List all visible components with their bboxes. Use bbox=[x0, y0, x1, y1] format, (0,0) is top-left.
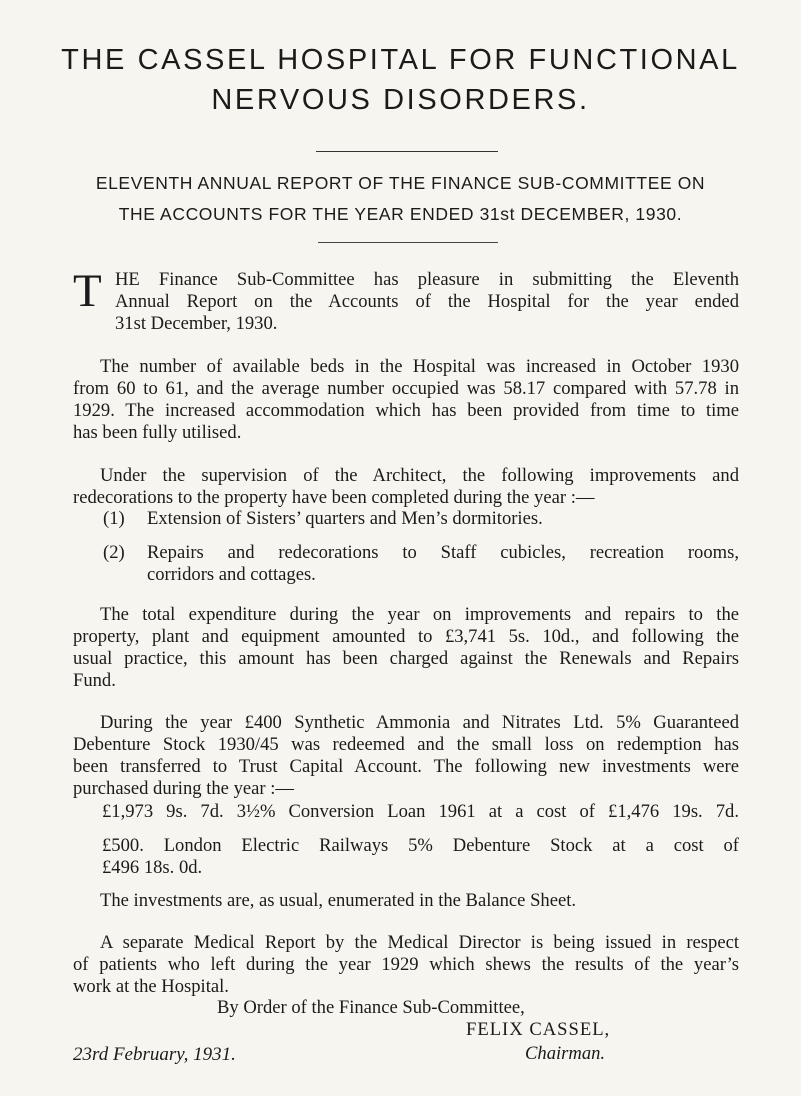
improvements-paragraph bbox=[73, 465, 739, 509]
investments-line-1: During the year £400 Synthetic Ammonia and Nitrates Ltd. 5% Guaranteed bbox=[100, 712, 739, 733]
purchase-2-line-1: £500. London Electric Railways 5% Debenture Stock at a cost of bbox=[102, 835, 739, 856]
beds-line-3: 1929. The increased accommodation which has been provided from time to time bbox=[73, 400, 739, 421]
purchase-2 bbox=[102, 835, 739, 879]
purchase-1 bbox=[102, 801, 739, 823]
investments-line-3: been transferred to Trust Capital Account. The following new investments were bbox=[73, 756, 739, 777]
beds-line-4: has been fully utilised. bbox=[73, 422, 242, 443]
balance-note bbox=[100, 890, 739, 912]
intro-paragraph bbox=[115, 269, 739, 313]
expenditure-line-2: property, plant and equipment amounted to £3,741 5s. 10d., and following the bbox=[73, 626, 739, 647]
intro-line-1: HE Finance Sub-Committee has pleasure in submitting the Eleventh bbox=[115, 269, 739, 290]
medical-line-3: work at the Hospital. bbox=[73, 976, 229, 997]
beds-paragraph bbox=[73, 356, 739, 444]
improvements-line-1: Under the supervision of the Architect, the following improvements and bbox=[100, 465, 739, 486]
expenditure-line-1: The total expenditure during the year on improvements and repairs to the bbox=[100, 604, 739, 625]
investments-line-4: purchased during the year :— bbox=[73, 778, 294, 799]
divider-rule bbox=[318, 242, 498, 243]
list-item-number: (2) bbox=[103, 542, 125, 563]
medical-paragraph bbox=[73, 932, 739, 998]
expenditure-paragraph bbox=[73, 604, 739, 692]
purchase-1-text: £1,973 9s. 7d. 3½% Conversion Loan 1961 at a cost of £1,476 19s. 7d. bbox=[102, 801, 739, 822]
list-item-text: corridors and cottages. bbox=[147, 564, 316, 585]
signature-role: Chairman. bbox=[525, 1043, 606, 1064]
title-line-1: THE CASSEL HOSPITAL FOR FUNCTIONAL bbox=[61, 44, 740, 76]
subtitle-line-1: ELEVENTH ANNUAL REPORT OF THE FINANCE SUB-COMMITTEE ON bbox=[95, 173, 706, 193]
divider-rule bbox=[316, 151, 498, 152]
title-line-2: NERVOUS DISORDERS. bbox=[211, 84, 590, 116]
expenditure-line-3: usual practice, this amount has been charged against the Renewals and Repairs bbox=[73, 648, 739, 669]
intro-line-3: 31st December, 1930. bbox=[115, 313, 278, 334]
investments-line-2: Debenture Stock 1930/45 was redeemed and the small loss on redemption has bbox=[73, 734, 739, 755]
intro-paragraph-end bbox=[115, 313, 739, 335]
improvements-line-2: redecorations to the property have been completed during the year :— bbox=[73, 487, 595, 508]
expenditure-line-4: Fund. bbox=[73, 670, 116, 691]
beds-line-2: from 60 to 61, and the average number occupied was 58.17 compared with 57.78 in bbox=[73, 378, 739, 399]
list-item-text: Extension of Sisters’ quarters and Men’s dormitories. bbox=[147, 508, 543, 529]
subtitle-line-2: THE ACCOUNTS FOR THE YEAR ENDED 31st DECEMBER, 1930. bbox=[118, 204, 683, 224]
medical-line-2: of patients who left during the year 1929 which shews the results of the year’s bbox=[73, 954, 739, 975]
balance-note-text: The investments are, as usual, enumerated in the Balance Sheet. bbox=[100, 890, 577, 911]
intro-line-2: Annual Report on the Accounts of the Hospital for the year ended bbox=[115, 291, 739, 312]
drop-cap: T bbox=[73, 265, 102, 317]
signature-name: FELIX CASSEL, bbox=[466, 1019, 611, 1040]
signature-order: By Order of the Finance Sub-Committee, bbox=[217, 997, 525, 1018]
medical-line-1: A separate Medical Report by the Medical Director is being issued in respect bbox=[100, 932, 739, 953]
report-date: 23rd February, 1931. bbox=[73, 1044, 236, 1065]
beds-line-1: The number of available beds in the Hospital was increased in October 1930 bbox=[100, 356, 739, 377]
list-item-number: (1) bbox=[103, 508, 125, 529]
investments-paragraph bbox=[73, 712, 739, 800]
purchase-2-line-2: £496 18s. 0d. bbox=[102, 857, 203, 878]
list-item-text: Repairs and redecorations to Staff cubicles, recreation rooms, bbox=[147, 542, 739, 563]
